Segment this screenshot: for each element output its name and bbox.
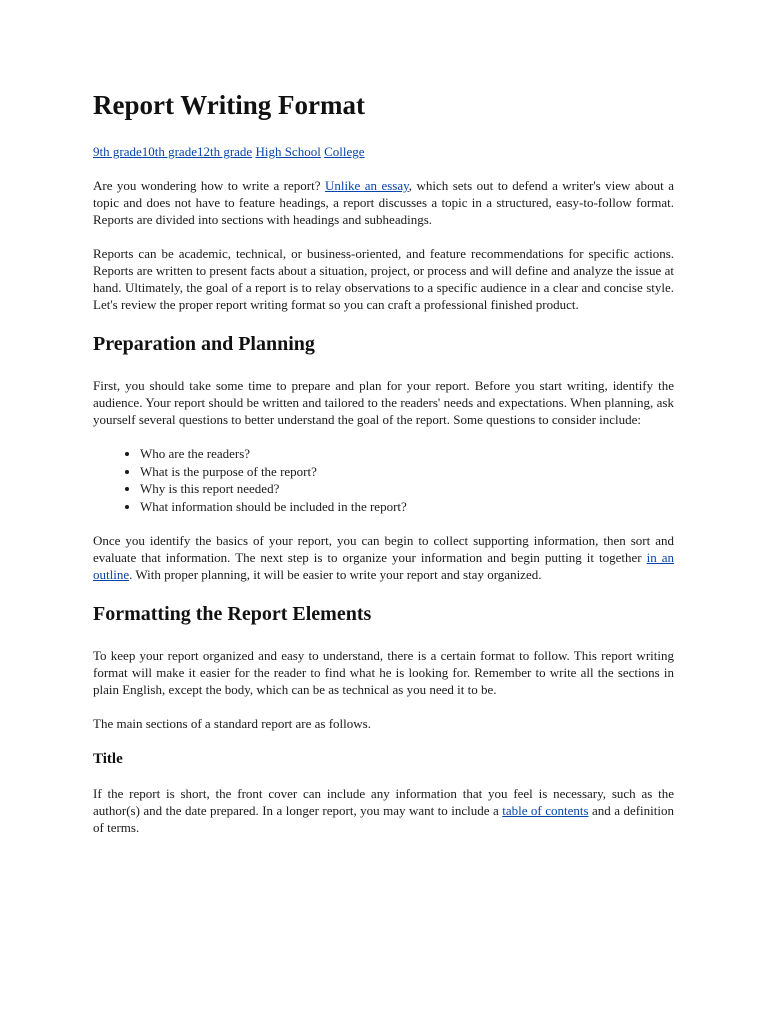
page-title: Report Writing Format <box>93 90 365 120</box>
section-heading-formatting: Formatting the Report Elements <box>93 603 372 625</box>
intro-text-before-link: Are you wondering how to write a report? <box>93 178 325 193</box>
formatting-paragraph-1: To keep your report organized and easy to understand, there is a certain format to follow. This report writing format will make it easier for the reader to find what he is looking for. Remember to write all the sections in plain English, except the body, which can be as technical as you need it to be. <box>93 648 674 697</box>
intro-paragraph-2: Reports can be academic, technical, or business-oriented, and feature recommendations for specific actions. Reports are written to present facts about a situation, project, or process and will define and analyze the issue at hand. Ultimately, the goal of a report is to relay observations to a specific audience in a clear and concise style. Let's review the proper report writing format so you can craft a professional finished product. <box>93 246 674 312</box>
list-item: • What information should be included in the report? <box>140 498 674 516</box>
questions-list <box>93 445 674 515</box>
preparation-paragraph-1: First, you should take some time to prepare and plan for your report. Before you start writing, identify the audience. Your report should be written and tailored to the readers' needs and expectations. When planning, ask yourself several questions to better understand the goal of the report. Some questions to consider include: <box>93 378 674 427</box>
unlike-an-essay-link[interactable]: Unlike an essay <box>324 178 409 193</box>
subsection-heading-title: Title <box>93 751 123 767</box>
intro-paragraph-1 <box>93 177 674 228</box>
tag-link-college[interactable]: College <box>324 144 365 159</box>
section-heading-preparation: Preparation and Planning <box>93 333 315 355</box>
tag-link-high-school[interactable]: High School <box>255 144 321 159</box>
preparation-text-before-link: Once you identify the basics of your report, you can begin to collect supporting information, then sort and evaluate that information. The next step is to organize your information and begin putting it together <box>93 533 674 565</box>
list-item: • Who are the readers? <box>140 445 674 463</box>
preparation-text-after-link: . With proper planning, it will be easier to write your report and stay organized. <box>129 567 542 582</box>
formatting-paragraph-2: The main sections of a standard report are as follows. <box>93 716 371 731</box>
intro-text-after-link: , which sets out to defend a writer's view about a topic and does not have to feature headings, a report discusses a topic in a structured, easy-to-follow format. Reports are divided into sections with headings and subheadings. <box>93 178 674 227</box>
table-of-contents-link[interactable]: table of contents <box>502 803 589 818</box>
title-text-before-link: If the report is short, the front cover can include any information that you feel is necessary, such as the author(s) and the date prepared. In a longer report, you may want to include a <box>93 786 674 818</box>
title-section-paragraph <box>93 785 674 836</box>
list-item: • What is the purpose of the report? <box>140 463 674 481</box>
list-item: • Why is this report needed? <box>140 480 674 498</box>
preparation-paragraph-2 <box>93 532 674 583</box>
title-text-after-link: and a definition of terms. <box>93 803 674 835</box>
grade-tags <box>93 143 674 160</box>
article <box>93 86 674 853</box>
tag-link-grades[interactable]: 9th grade10th grade12th grade <box>93 144 253 159</box>
in-an-outline-link[interactable]: in an outline <box>93 550 674 582</box>
